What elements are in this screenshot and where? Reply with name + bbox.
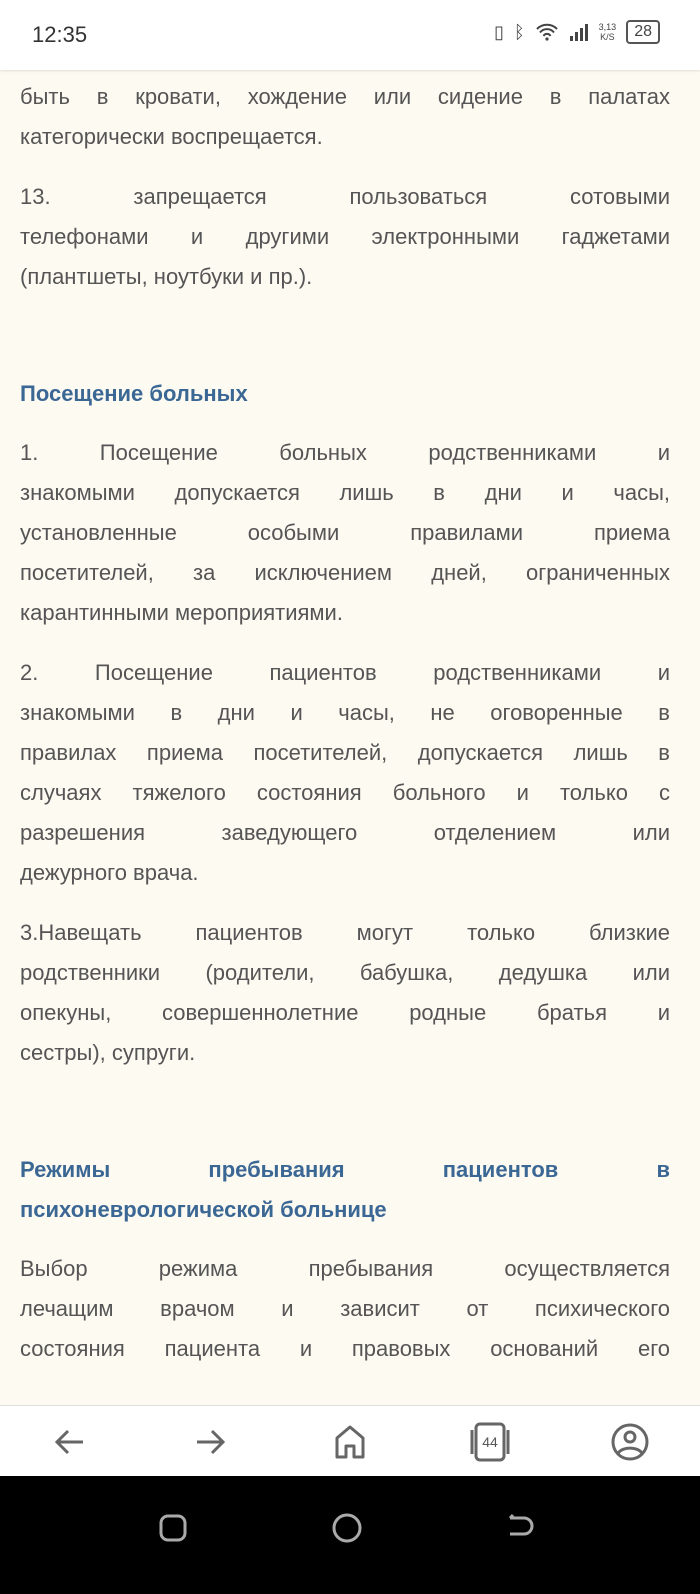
paragraph (20, 433, 670, 633)
heading-line: психоневрологической больнице (20, 1197, 387, 1222)
text-line: быть в кровати, хождение или сидение в палатах (20, 84, 670, 109)
browser-bottom-bar (0, 1405, 700, 1477)
status-time: 12:35 (32, 22, 88, 47)
heading-line: Режимы пребывания пациентов в (20, 1157, 670, 1182)
text-line: правилах приема посетителей, допускается лишь в (20, 740, 670, 765)
tabs-count: 44 (482, 1433, 498, 1450)
text-line: состояния пациента и правовых оснований его (20, 1336, 670, 1361)
wifi-icon (535, 22, 559, 42)
text-line: 3.Навещать пациентов могут только близкие (20, 920, 670, 945)
profile-button[interactable] (600, 1412, 660, 1472)
article-content (0, 70, 700, 1405)
bluetooth-icon: ᛒ (513, 21, 525, 42)
text-line: карантинными мероприятиями. (20, 600, 343, 625)
text-line: разрешения заведующего отделением или (20, 820, 670, 845)
home-button[interactable] (320, 1412, 380, 1472)
recents-button[interactable] (153, 1508, 193, 1548)
paragraph (20, 913, 670, 1073)
paragraph (20, 177, 670, 297)
text-line: (плантшеты, ноутбуки и пр.). (20, 264, 313, 289)
text-line: дежурного врача. (20, 860, 199, 885)
profile-icon (610, 1422, 650, 1462)
text-line: сестры), супруги. (20, 1040, 196, 1065)
vibrate-icon: ▯ (493, 21, 504, 42)
back-button[interactable] (40, 1412, 100, 1472)
text-line: категорически воспрещается. (20, 124, 323, 149)
text-line: Выбор режима пребывания осуществляется (20, 1256, 670, 1281)
section-heading (20, 374, 670, 414)
text-line: установленные особыми правилами приема (20, 520, 670, 545)
paragraph (20, 1249, 670, 1369)
speed-value: 3,13 (598, 22, 617, 32)
text-line: родственники (родители, бабушка, дедушка или (20, 960, 670, 985)
text-line: опекуны, совершеннолетние родные братья и (20, 1000, 670, 1025)
back-gesture-icon (504, 1512, 536, 1544)
network-speed (599, 22, 617, 42)
recents-icon (158, 1513, 188, 1543)
section-heading (20, 1150, 670, 1230)
status-icons (494, 20, 660, 44)
text-line: 2. Посещение пациентов родственниками и (20, 660, 670, 685)
arrow-left-icon (53, 1425, 87, 1459)
heading-line: Посещение больных (20, 381, 248, 406)
back-system-button[interactable] (500, 1508, 540, 1548)
article-body (0, 70, 690, 1369)
battery-icon: 28 (626, 20, 660, 44)
text-line: лечащим врачом и зависит от психического (20, 1296, 670, 1321)
home-system-button[interactable] (327, 1508, 367, 1548)
speed-unit: K/S (600, 32, 615, 42)
text-line: 1. Посещение больных родственниками и (20, 440, 670, 465)
text-line: 13. запрещается пользоваться сотовыми (20, 184, 670, 209)
status-bar (0, 0, 700, 70)
text-line: посетителей, за исключением дней, ограниченных (20, 560, 670, 585)
forward-button[interactable] (180, 1412, 240, 1472)
tabs-button[interactable] (460, 1412, 520, 1472)
signal-icon (569, 22, 589, 42)
paragraph (20, 77, 670, 157)
arrow-right-icon (193, 1425, 227, 1459)
text-line: телефонами и другими электронными гаджетами (20, 224, 670, 249)
text-line: знакомыми допускается лишь в дни и часы, (20, 480, 670, 505)
system-navigation-bar (0, 1476, 700, 1594)
home-icon (333, 1424, 367, 1460)
text-line: случаях тяжелого состояния больного и только с (20, 780, 670, 805)
paragraph (20, 653, 670, 893)
text-line: знакомыми в дни и часы, не оговоренные в (20, 700, 670, 725)
circle-home-icon (331, 1512, 363, 1544)
